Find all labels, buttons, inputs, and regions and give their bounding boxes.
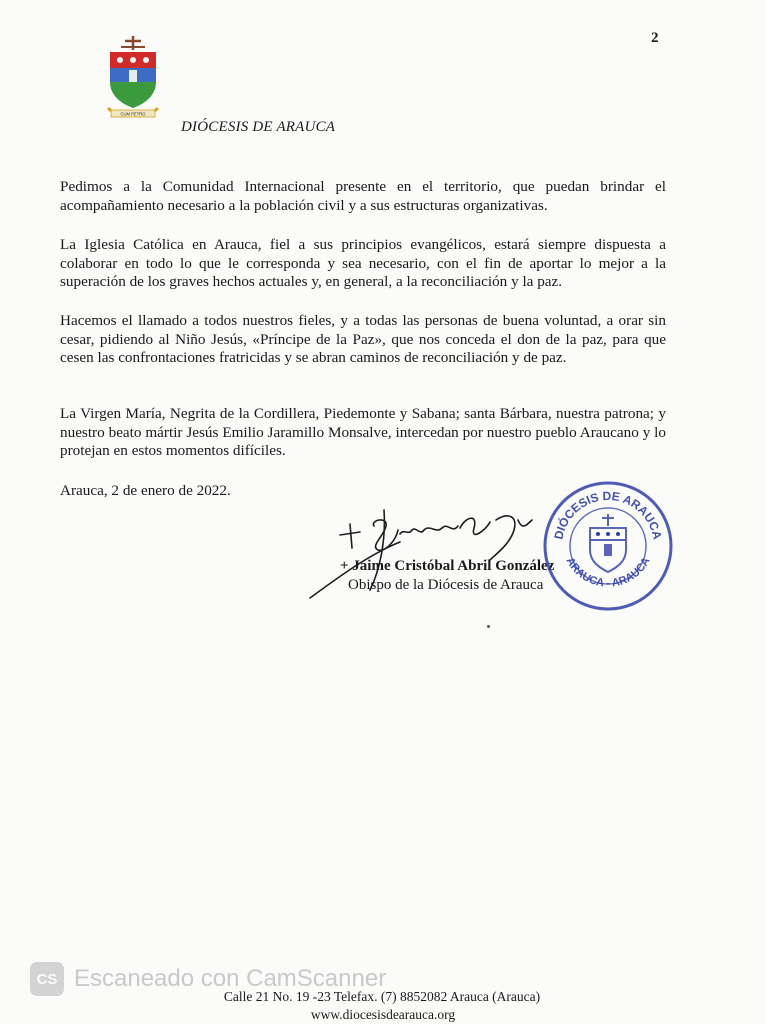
footer-address: Calle 21 No. 19 -23 Telefax. (7) 8852082 Arauca (Arauca): [223, 989, 541, 1004]
ink-dot: [487, 625, 490, 628]
stamp-bottom-text: ARAUCA - ARAUCA: [563, 555, 653, 590]
stamp-top-text: DIÓCESIS DE ARAUCA: [551, 488, 665, 541]
paragraph-4: La Virgen María, Negrita de la Cordillera, Piedemonte y Sabana; santa Bárbara, nuestra patrona; y nuestro beato mártir Jesús Emilio Jaramillo Monsalve, intercedan por nuestro pueblo Araucano y lo protejan en estos momentos difíciles.: [60, 405, 666, 460]
signer-name: + Jaime Cristóbal Abril González: [340, 558, 555, 574]
watermark-text: Escaneado con CamScanner: [74, 965, 387, 992]
camscanner-logo-icon: CS: [30, 962, 64, 996]
page-number: 2: [651, 30, 659, 46]
signer-title: Obispo de la Diócesis de Arauca: [348, 577, 544, 593]
paragraph-1: Pedimos a la Comunidad Internacional presente en el territorio, que puedan brindar el acompañamiento necesario a la población civil y a sus estructuras organizativas.: [60, 178, 666, 214]
diocese-seal-stamp: [540, 478, 676, 614]
crest-motto: CUM PETRO: [120, 111, 146, 117]
date-line: Arauca, 2 de enero de 2022.: [60, 482, 231, 499]
signature-block: [340, 557, 554, 595]
diocese-heading: DIÓCESIS DE ARAUCA: [181, 119, 336, 135]
diocese-crest-icon: [104, 34, 162, 122]
paragraph-3: Hacemos el llamado a todos nuestros fieles, y a todas las personas de buena voluntad, a orar sin cesar, pidiendo al Niño Jesús, «Príncipe de la Paz», que nos conceda el don de la paz, para que cesen las confrontaciones fratricidas y se abran caminos de reconciliación y de paz.: [60, 312, 666, 367]
footer-website: www.diocesisdearauca.org: [310, 1007, 456, 1022]
paragraph-2: La Iglesia Católica en Arauca, fiel a sus principios evangélicos, estará siempre dispuesta a colaborar en todo lo que le corresponda y sea necesario, con el fin de aportar lo mejor a la superación de los graves hechos actuales y, en general, a la reconciliación y la paz.: [60, 236, 666, 291]
